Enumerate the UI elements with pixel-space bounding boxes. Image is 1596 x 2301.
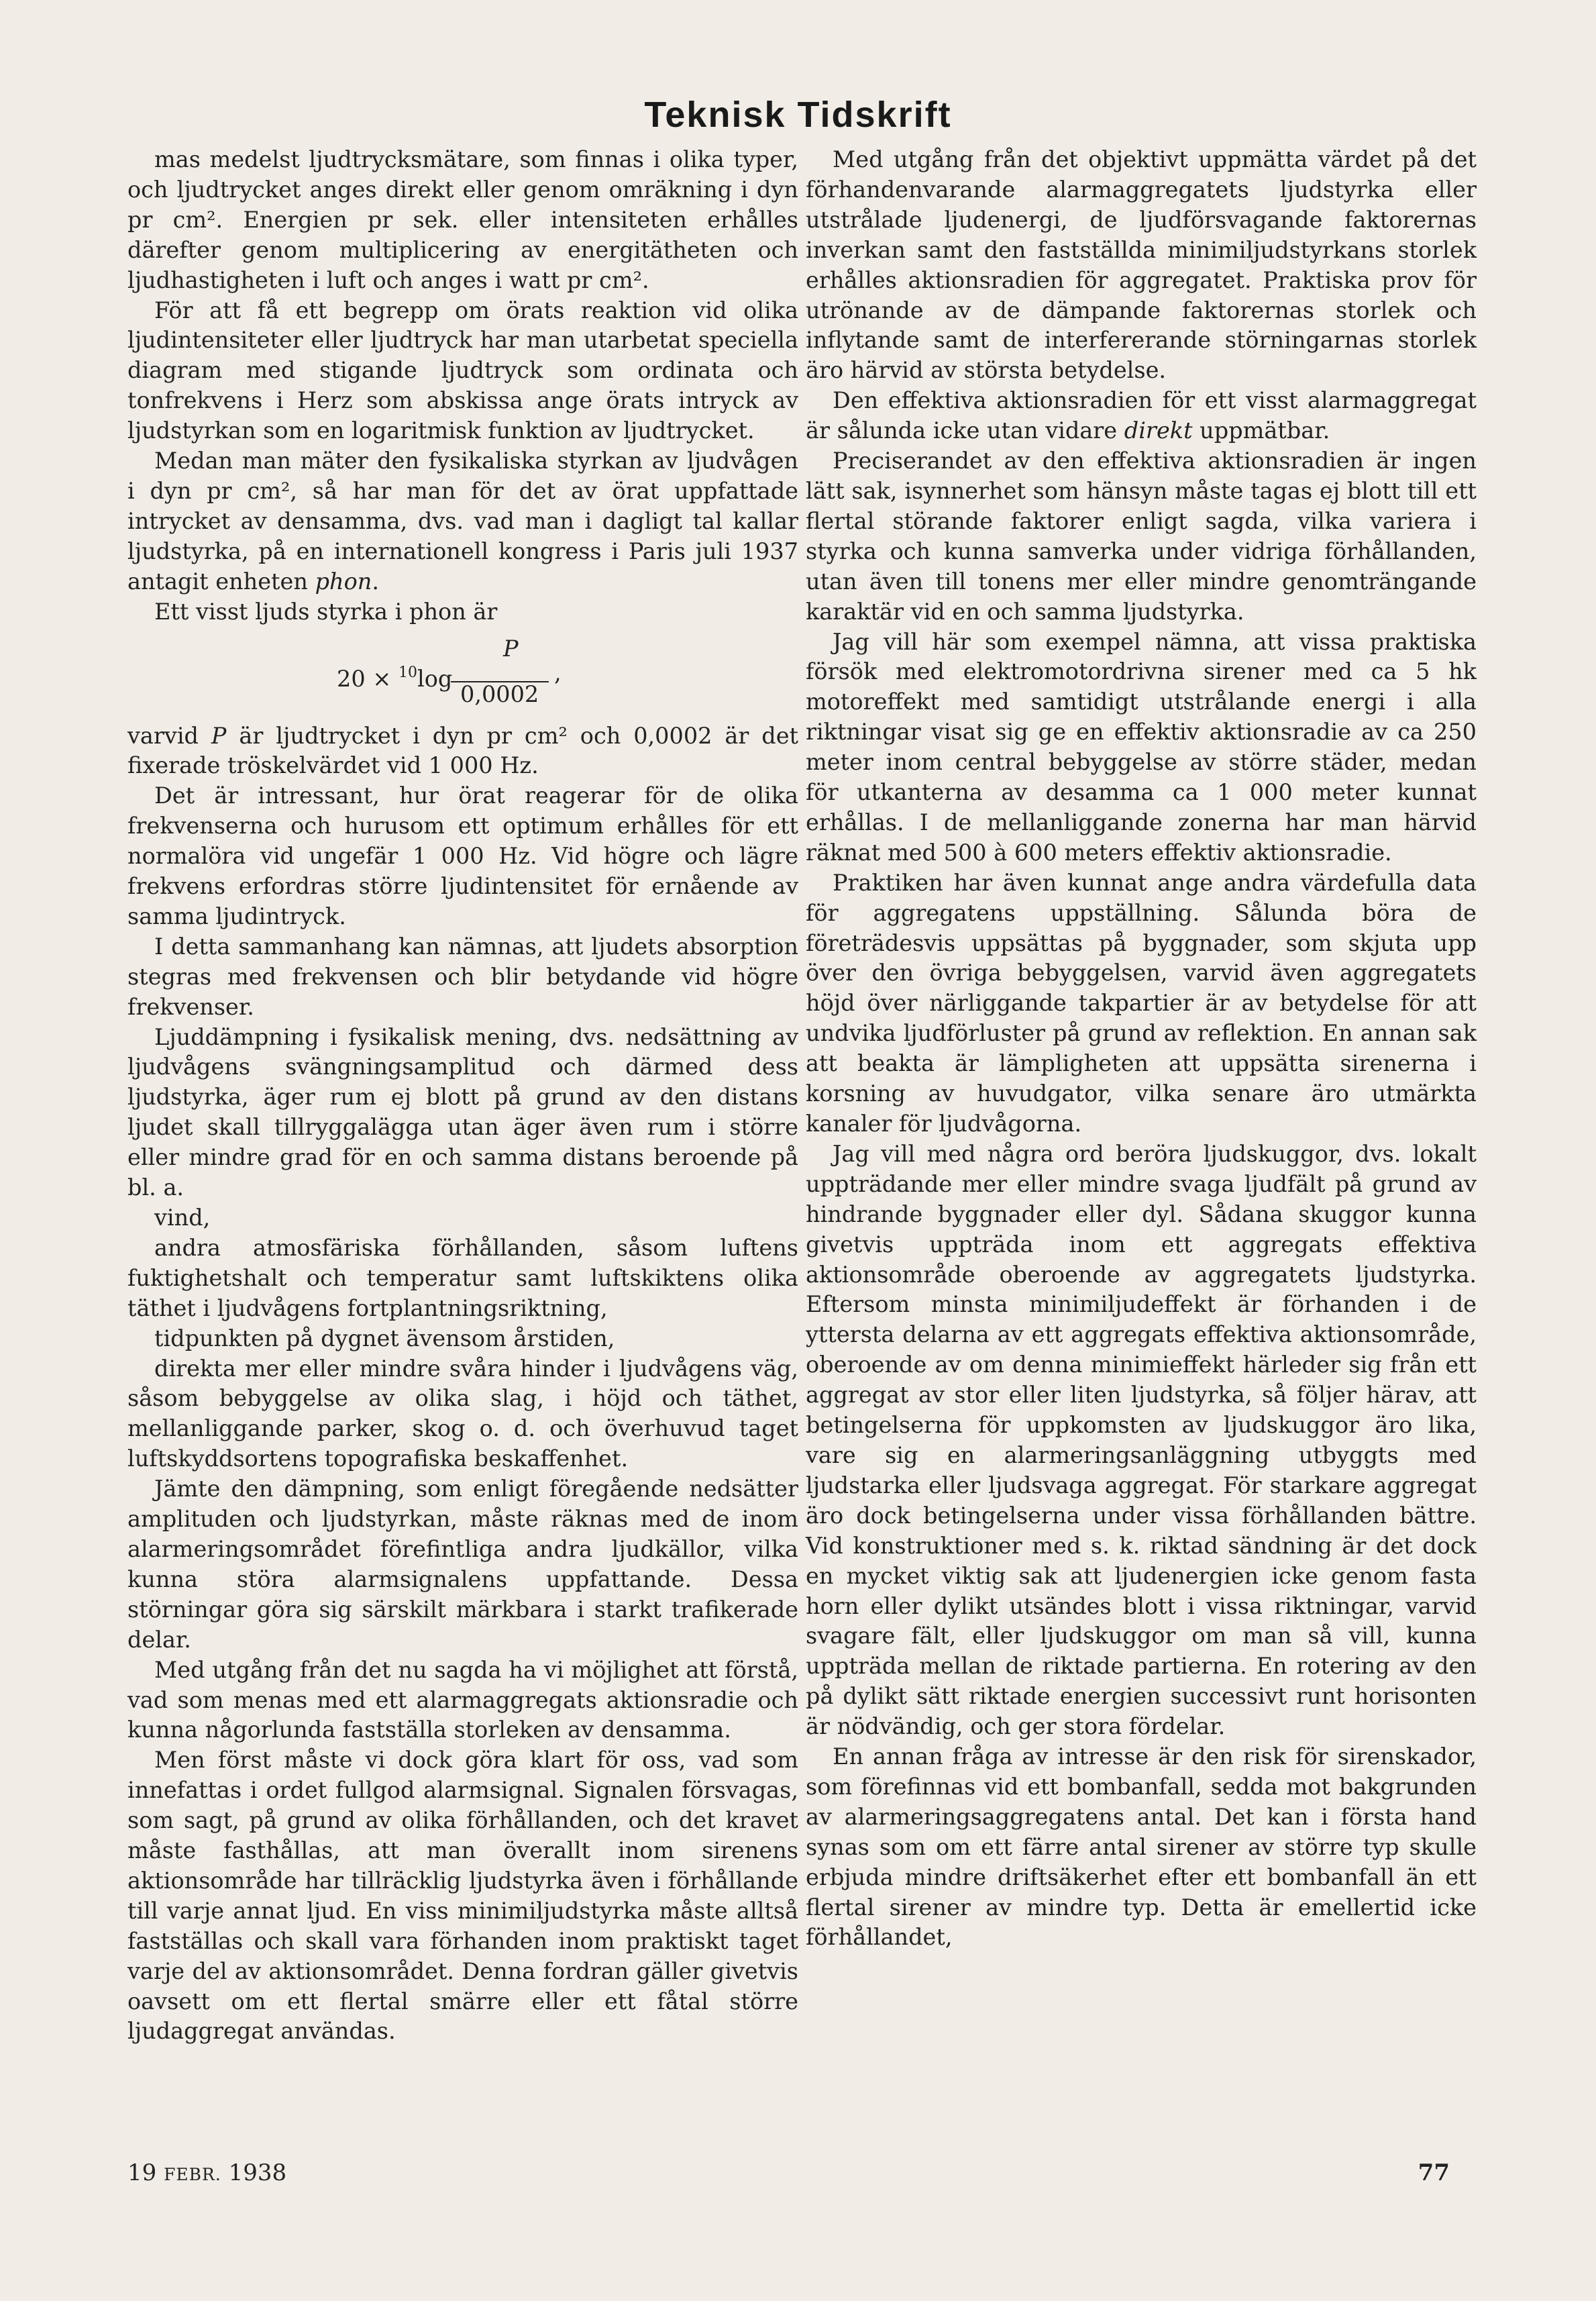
formula-denominator: 0,0002 bbox=[460, 680, 539, 707]
paragraph: Men först måste vi dock göra klart för oss, vad som innefattas i ordet fullgod alarmsignal. Signalen försvagas, som sagt, på grund av olika förhållanden, och det kravet måste fasthållas, att man överallt inom sirenens aktionsområde har tillräcklig ljudstyrka även i förhållande till varje annat ljud. En viss minimiljudstyrka måste alltså fastställas och skall vara förhanden inom praktiskt taget varje del av aktionsområdet. Denna fordran gäller givetvis oavsett om ett flertal smärre eller ett fåtal större ljudaggregat användas. bbox=[127, 1747, 798, 2045]
paragraph: Den effektiva aktionsradien för ett visst alarmaggregat är sålunda icke utan vidare direkt uppmätbar. bbox=[806, 387, 1477, 444]
paragraph: Det är intressant, hur örat reagerar för de olika frekvenserna och hurusom ett optimum erhålles för ett normalöra vid ungefär 1 000 Hz. Vid högre och lägre frekvens erfordras större ljudintensitet för ernående av samma ljudintryck. bbox=[127, 782, 798, 929]
list-item: andra atmosfäriska förhållanden, såsom luftens fuktighetshalt och temperatur samt luftskiktens olika täthet i ljudvågens fortplantningsriktning, bbox=[127, 1234, 798, 1321]
paragraph: Ljuddämpning i fysikalisk mening, dvs. nedsättning av ljudvågens svängningsamplitud och därmed dess ljudstyrka, äger rum ej blott på grund av den distans ljudet skall tillryggalägga utan äger även rum i större eller mindre grad för en och samma distans beroende på bl. a. bbox=[127, 1023, 798, 1201]
paragraph: Med utgång från det nu sagda ha vi möjlighet att förstå, vad som menas med ett alarmaggregats aktionsradie och kunna någorlunda fastställa storleken av densamma. bbox=[127, 1656, 798, 1743]
formula-comma: , bbox=[554, 659, 562, 686]
paragraph: varvid P är ljudtrycket i dyn pr cm² och 0,0002 är det fixerade tröskelvärdet vid 1 000 Hz. bbox=[127, 722, 798, 779]
paragraph: Medan man mäter den fysikaliska styrkan av ljudvågen i dyn pr cm², så har man för det av örat uppfattade intrycket av densamma, dvs. vad man i dagligt tal kallar ljudstyrka, på en internationell kongress i Paris juli 1937 antagit enheten phon. bbox=[127, 448, 798, 595]
paragraph: Preciserandet av den effektiva aktionsradien är ingen lätt sak, isynnerhet som hänsyn måste tagas ej blott till ett flertal störande faktorer enligt sagda, vilka variera i styrka och kunna samverka under vidriga förhållanden, utan även till tonens mer eller mindre genomträngande karaktär vid en och samma ljudstyrka. bbox=[806, 448, 1477, 625]
paragraph: Jämte den dämpning, som enligt föregående nedsätter amplituden och ljudstyrkan, måste räknas med de inom alarmeringsområdet förefintliga andra ljudkällor, vilka kunna störa alarmsignalens uppfattande. Dessa störningar göra sig särskilt märkbara i starkt trafikerade delar. bbox=[127, 1476, 798, 1653]
formula-main: 20 × $^{10}$log bbox=[337, 664, 453, 692]
page-number: 77 bbox=[1418, 2159, 1450, 2186]
paragraph: mas medelst ljudtrycksmätare, som finnas i olika typer, och ljudtrycket anges direkt eller genom omräkning i dyn pr cm². Energien pr sek. eller intensiteten erhålles därefter genom multiplicering av energitätheten och ljudhastigheten i luft och anges i watt pr cm². bbox=[127, 146, 798, 293]
paragraph: Ett visst ljuds styrka i phon är bbox=[154, 598, 498, 625]
paragraph: Praktiken har även kunnat ange andra värdefulla data för aggregatens uppställning. Sålunda böra de företrädesvis uppsättas på byggnader, som skjuta upp över den övriga bebyggelsen, varvid även aggregatets höjd över närliggande takpartier är av betydelse för att undvika ljudförluster på grund av reflektion. En annan sak att beakta är lämpligheten att uppsätta sirenerna i korsning av huvudgator, vilka senare äro utmärkta kanaler för ljudvågorna. bbox=[806, 869, 1477, 1137]
paragraph: En annan fråga av intresse är den risk för sirenskador, som förefinnas vid ett bombanfall, sedda mot bakgrunden av alarmeringsaggregatens antal. Det kan i första hand synas som om ett färre antal sirener av större typ skulle erbjuda mindre driftsäkerhet efter ett bombanfall än ett flertal sirener av mindre typ. Detta är emellertid icke förhållandet, bbox=[806, 1743, 1477, 1951]
left-column bbox=[127, 145, 798, 2047]
list-item: tidpunkten på dygnet ävensom årstiden, bbox=[154, 1325, 615, 1351]
paragraph: Med utgång från det objektivt uppmätta värdet på det förhandenvarande alarmaggregatets ljudstyrka eller utstrålade ljudenergi, de ljudförsvagande faktorernas inverkan samt den fastställda minimiljudstyrkans storlek erhålles aktionsradien för aggregatet. Praktiska prov för utrönande av de dämpande faktorernas storlek och inflytande samt de interfererande störningarnas storlek äro härvid av största betydelse. bbox=[806, 146, 1477, 384]
list-item: vind, bbox=[154, 1205, 211, 1231]
issue-date: 19 FEBR. 1938 bbox=[127, 2159, 287, 2186]
phon-formula bbox=[127, 634, 798, 719]
unit-phon: phon bbox=[315, 568, 372, 595]
formula-numerator: P bbox=[503, 635, 519, 662]
paragraph: Jag vill med några ord beröra ljudskuggor, dvs. lokalt uppträdande mer eller mindre svaga ljudfält på grund av hindrande byggnader eller dyl. Sådana skuggor kunna givetvis uppträda inom ett aggregats effektiva aktionsområde oberoende av aggregatets ljudstyrka. Eftersom minsta minimiljudeffekt är förhanden i de yttersta delarna av ett aggregats effektiva aktionsområde, oberoende av om denna minimieffekt härleder sig från ett aggregat av stor eller liten ljudstyrka, så följer härav, att betingelserna för uppkomsten av ljudskuggor äro lika, vare sig en alarmeringsanläggning utbyggts med ljudstarka eller ljudsvaga aggregat. För starkare aggregat äro dock betingelserna under vissa förhållanden bättre. Vid konstruktioner med s. k. riktad sändning är det dock en mycket viktig sak att ljudenergien icke genom fasta horn eller dylikt utsändes blott i vissa riktningar, varvid svagare fält, eller ljudskuggor om man så vill, kunna uppträda mellan de riktade partierna. En rotering av den på dylikt sätt riktade energien successivt runt horisonten är nödvändig, och ger stora fördelar. bbox=[806, 1140, 1477, 1740]
paragraph: Jag vill här som exempel nämna, att vissa praktiska försök med elektromotordrivna sirener med ca 5 hk motoreffekt med samtidigt utstrålande energi i alla riktningar visat sig ge en effektiv aktionsradie av ca 250 meter inom central bebyggelse av större städer, medan för utkanterna av desamma ca 1 000 meter kunnat erhållas. I de mellanliggande zonerna har man härvid räknat med 500 à 600 meters effektiv aktionsradie. bbox=[806, 628, 1477, 866]
right-column bbox=[806, 145, 1477, 1953]
list-item: direkta mer eller mindre svåra hinder i ljudvågens väg, såsom bebyggelse av olika slag, i höjd och täthet, mellanliggande parker, skog o. d. och överhuvud taget luftskyddsortens topografiska beskaffenhet. bbox=[127, 1355, 798, 1472]
emphasis: direkt bbox=[1124, 417, 1193, 444]
paragraph: För att få ett begrepp om örats reaktion vid olika ljudintensiteter eller ljudtryck har man utarbetat speciella diagram med stigande ljudtryck som ordinata och tonfrekvens i Herz som abskissa ange örats intryck av ljudstyrkan som en logaritmisk funktion av ljudtrycket. bbox=[127, 297, 798, 444]
journal-title: Teknisk Tidskrift bbox=[644, 95, 952, 135]
paragraph: I detta sammanhang kan nämnas, att ljudets absorption stegras med frekvensen och blir betydande vid högre frekvenser. bbox=[127, 933, 798, 1020]
